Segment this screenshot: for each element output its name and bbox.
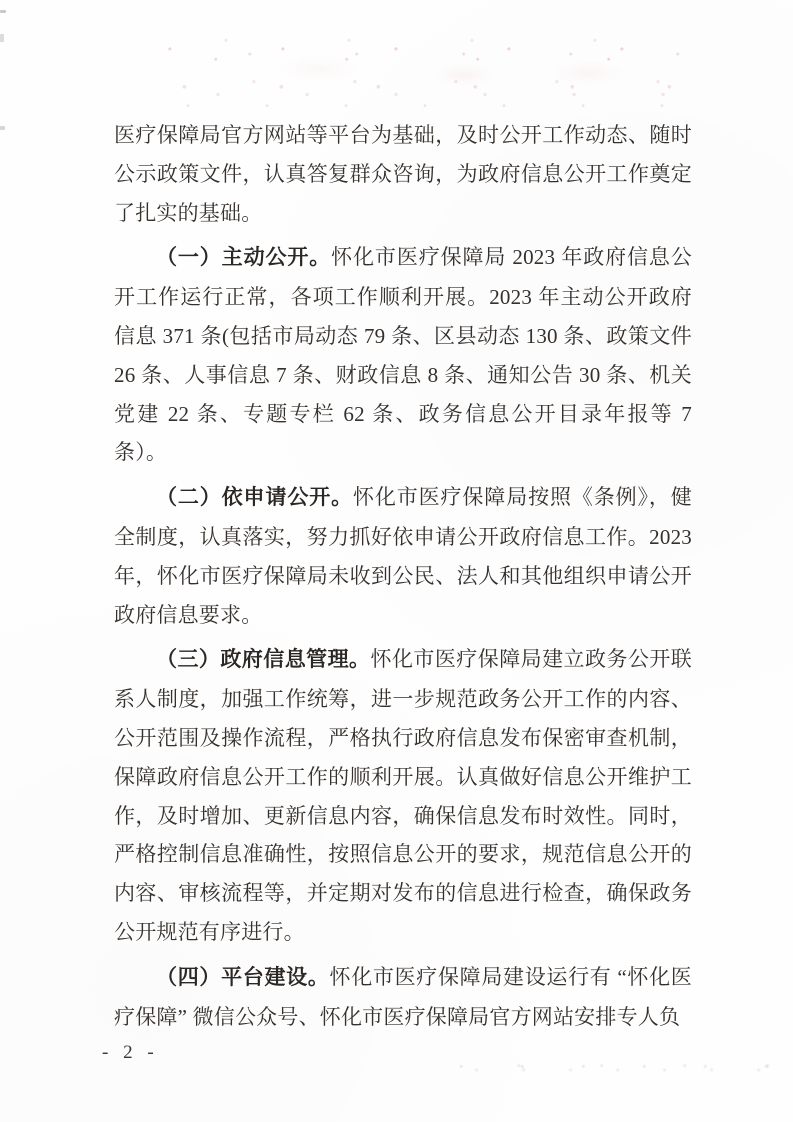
page-number: - 2 - (102, 1042, 159, 1063)
scan-edge-artifact (0, 126, 5, 130)
scan-edge-artifact (0, 10, 6, 13)
faint-red-stamp-artifact (162, 30, 682, 116)
section-heading: （三）政府信息管理。 (156, 648, 371, 672)
section-heading: （二）依申请公开。 (156, 486, 353, 510)
paragraph-disclosure-upon-request (114, 478, 692, 634)
paragraph-text: 医疗保障局官方网站等平台为基础，及时公开工作动态、随时公示政策文件，认真答复群众咨询，为政府信息公开工作奠定了扎实的基础。 (114, 123, 692, 225)
paragraph-continuation (114, 116, 692, 232)
paragraph-proactive-disclosure (114, 238, 692, 472)
scan-bleed-artifact (454, 1060, 784, 1076)
paragraph-text: 怀化市医疗保障局建立政务公开联系人制度，加强工作统筹，进一步规范政务公开工作的内容、公开范围及操作流程，严格执行政府信息发布保密审查机制，保障政府信息公开工作的顺利开展。认真做好信息公开维护工作，及时增加、更新信息内容，确保信息发布时效性。同时，严格控制信息准确性，按照信息公开的要求，规范信息公开的内容、审核流程等，并定期对发布的信息进行检查，确保政务公开规范有序进行。 (114, 647, 692, 944)
paragraph-text: 怀化市医疗保障局 2023 年政府信息公开工作运行正常，各项工作顺利开展。2023 年主动公开政府信息 371 条(包括市局动态 79 条、区县动态 130 条、政策文件 26 条、人事信息 7 条、财政信息 8 条、通知公告 30 条、机关党建 22 条、专题专栏 62 条、政务信息公开目录年报等 7 条）。 (114, 245, 693, 465)
paragraph-text: 怀化市医疗保障局按照《条例》，健全制度，认真落实，努力抓好依申请公开政府信息工作。2023 年，怀化市医疗保障局未收到公民、法人和其他组织申请公开政府信息要求。 (114, 485, 692, 627)
section-heading: （一）主动公开。 (156, 246, 332, 270)
paragraph-platform-construction (114, 958, 692, 1037)
paragraph-text: 怀化市医疗保障局建设运行有 “怀化医疗保障” 微信公众号、怀化市医疗保障局官方网站安排专人负 (114, 964, 692, 1029)
section-heading: （四）平台建设。 (156, 965, 330, 989)
scan-edge-artifact (0, 34, 4, 42)
document-body (114, 116, 692, 1042)
paragraph-information-management (114, 640, 692, 951)
